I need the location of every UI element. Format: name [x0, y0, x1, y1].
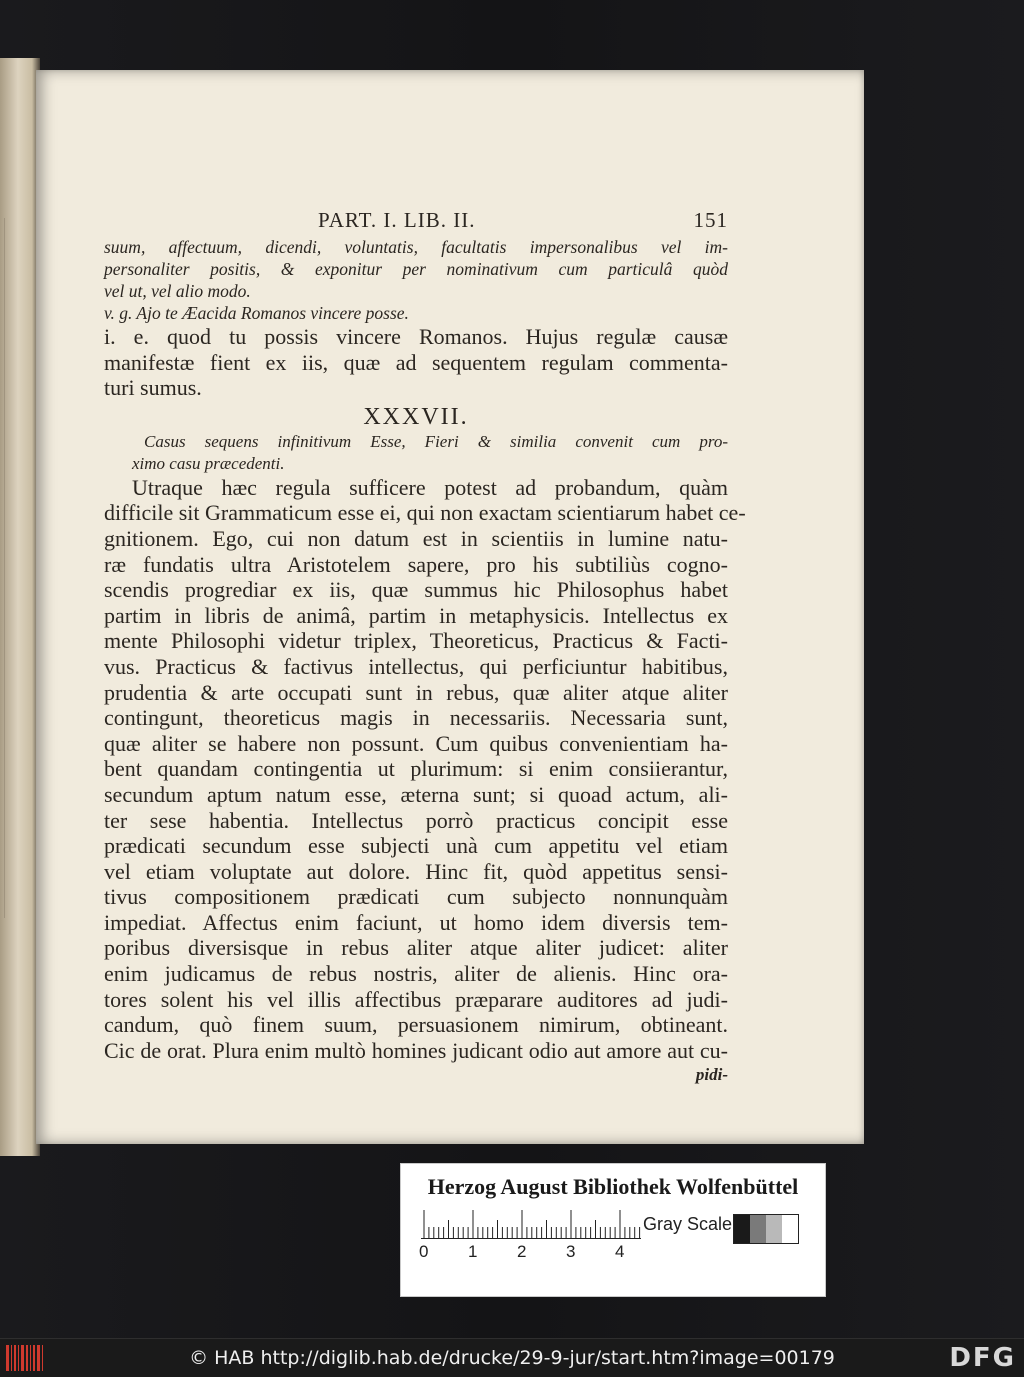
rule-line: ximo casu præcedenti.	[132, 453, 285, 473]
example-line: v. g. Ajo te Æacida Romanos vincere posse.	[104, 303, 409, 323]
previous-page-edge	[0, 58, 40, 1156]
text-line: gnitionem. Ego, cui non datum est in scientiis in lumine natu-	[104, 525, 728, 551]
text-line: Utraque hæc regula sufficere potest ad probandum, quàm	[132, 474, 728, 500]
text-line: prudentia & arte occupati sunt in rebus, quæ aliter atque aliter	[104, 679, 728, 705]
gray-swatch	[750, 1215, 766, 1243]
text-line: scendis progrediar ex iis, quæ summus hic Philosophus habet	[104, 577, 728, 603]
ruler-number: 3	[566, 1242, 576, 1261]
text-line: candum, quò finem suum, persuasionem nimirum, obtineant.	[104, 1012, 728, 1038]
footer-copyright-link[interactable]: © HAB http://diglib.hab.de/drucke/29-9-jur/start.htm?image=00179	[189, 1347, 835, 1369]
text-line: ræ fundatis ultra Aristotelem sapere, pro his subtiliùs cogno-	[104, 551, 728, 577]
text-line: vus. Practicus & factivus intellectus, qui perficiuntur habitibus,	[104, 653, 728, 679]
running-head: PART. I. LIB. II.	[318, 208, 476, 232]
gray-swatch	[766, 1215, 782, 1243]
text-line: mente Philosophi videtur triplex, Theoreticus, Practicus & Facti-	[104, 628, 728, 654]
text-line: suum, affectuum, dicendi, voluntatis, facultatis impersonalibus vel im-	[104, 237, 728, 257]
text-line: difficile sit Grammaticum esse ei, qui non exactam scientiarum habet ce-	[104, 500, 746, 526]
centimeter-ruler	[421, 1210, 641, 1239]
text-line: turi sumus.	[104, 375, 202, 401]
text-line: ter sese habentia. Intellectus porrò practicus concipit esse	[104, 807, 728, 833]
ruler-number: 0	[419, 1242, 429, 1261]
footer-bar	[0, 1338, 1024, 1377]
gray-scale-label: Gray Scale	[643, 1214, 733, 1234]
text-line: secundum aptum natum esse, æterna sunt; si quoad actum, ali-	[104, 781, 728, 807]
book-page	[36, 70, 864, 1144]
page-text	[104, 208, 746, 1087]
text-line: prædicati secundum esse subjecti unà cum appetitu vel etiam	[104, 833, 728, 859]
section-heading: XXXVII.	[363, 403, 469, 430]
text-line: manifestæ fient ex iis, quæ ad sequentem regulam commenta-	[104, 349, 728, 375]
text-line: i. e. quod tu possis vincere Romanos. Hujus regulæ causæ	[104, 324, 728, 349]
text-line: Cic de orat. Plura enim multò homines judicant odio aut amore aut cu-	[104, 1037, 728, 1063]
text-line: impediat. Affectus enim faciunt, ut homo idem diversis tem-	[104, 909, 728, 935]
text-line: tores solent his vel illis affectibus præparare auditores ad judi-	[104, 986, 728, 1012]
text-line: enim judicamus de rebus nostris, aliter de alienis. Hinc ora-	[104, 961, 728, 987]
gray-swatch	[782, 1215, 798, 1243]
text-line: tivus compositionem prædicati cum subjecto nonnunquàm	[104, 884, 728, 910]
gray-swatch	[734, 1215, 750, 1243]
text-line: vel etiam voluptate aut dolore. Hinc fit, quòd appetitus sensi-	[104, 858, 728, 884]
text-line: vel ut, vel alio modo.	[104, 281, 251, 301]
text-line: contingunt, theoreticus magis in necessariis. Necessaria sunt,	[104, 705, 728, 731]
rule-line: Casus sequens infinitivum Esse, Fieri & similia convenit cum pro-	[144, 431, 728, 451]
catchword: pidi-	[695, 1065, 728, 1085]
text-line: poribus diversisque in rebus aliter atque aliter judicet: aliter	[104, 935, 728, 961]
text-line: personaliter positis, & exponitur per nominativum cum particulâ quòd	[104, 259, 728, 279]
body-paragraph	[104, 474, 746, 1064]
library-name: Herzog August Bibliothek Wolfenbüttel	[427, 1174, 799, 1199]
text-line: partim in libris de animâ, partim in metaphysicis. Intellectus ex	[104, 602, 728, 628]
text-line: bent quandam contingentia ut plurimum: si enim consiierantur,	[104, 756, 728, 782]
text-line: quæ aliter se habere non possunt. Cum quibus convenientiam ha-	[104, 730, 728, 756]
ruler-numbers	[421, 1242, 661, 1266]
dfg-logo: DFG	[949, 1343, 1016, 1373]
library-color-card	[400, 1163, 826, 1297]
page-number: 151	[693, 208, 728, 232]
ruler-number: 2	[517, 1242, 527, 1261]
ruler-number: 1	[468, 1242, 478, 1261]
ruler-ticks	[421, 1210, 641, 1238]
gray-scale-swatches	[733, 1214, 799, 1244]
page-header	[104, 208, 728, 236]
ruler-number: 4	[615, 1242, 625, 1261]
